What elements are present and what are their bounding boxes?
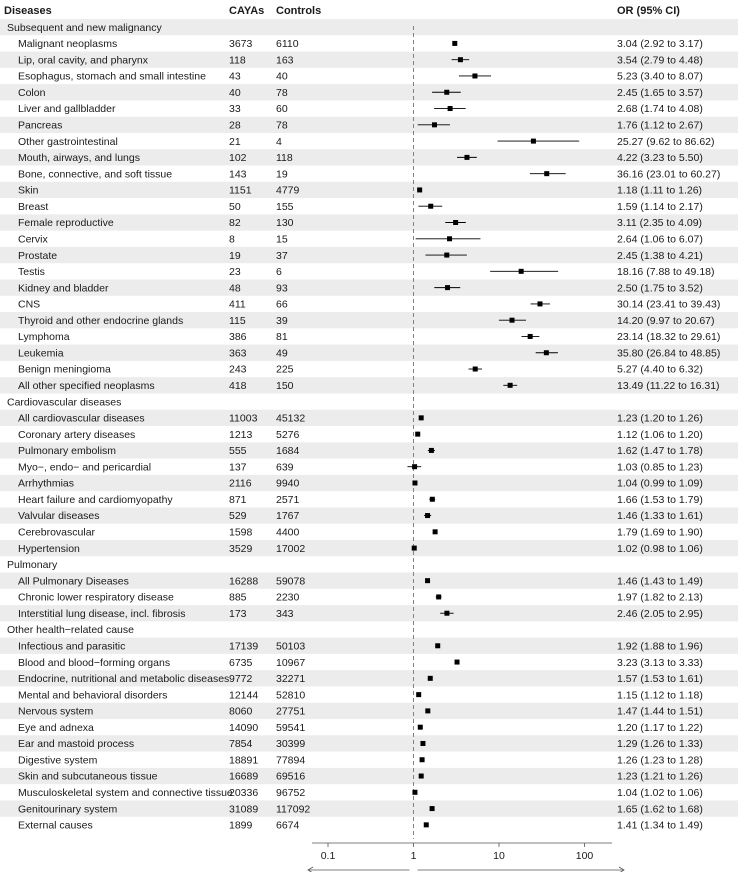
disease-label: Interstitial lung disease, incl. fibrosis <box>18 607 186 620</box>
disease-label: Malignant neoplasms <box>18 38 118 51</box>
table-row <box>18 266 715 278</box>
cayas-count: 1213 <box>229 428 253 441</box>
group-label: Other health−related cause <box>7 624 134 637</box>
x-tick-label: 1 <box>410 850 417 862</box>
or-point <box>425 578 430 583</box>
disease-label: Prostate <box>18 249 58 262</box>
table-row <box>18 820 703 832</box>
or-point <box>412 464 417 469</box>
or-ci-label: 1.65 (1.62 to 1.68) <box>617 803 703 816</box>
table-row <box>18 136 715 148</box>
disease-label: Bone, connective, and soft tissue <box>18 168 173 181</box>
or-point <box>424 822 429 827</box>
controls-count: 69516 <box>276 770 306 783</box>
disease-label: Female reproductive <box>18 217 114 230</box>
disease-label: All Pulmonary Diseases <box>18 575 129 588</box>
or-point <box>420 757 425 762</box>
or-point <box>412 790 417 795</box>
or-point <box>448 106 453 111</box>
controls-count: 4 <box>276 135 282 148</box>
or-point <box>436 594 441 599</box>
or-point <box>444 90 449 95</box>
group-header-row <box>7 22 162 34</box>
or-ci-label: 18.16 (7.88 to 49.18) <box>617 266 715 279</box>
cayas-count: 118 <box>229 54 246 67</box>
cayas-count: 529 <box>229 510 247 523</box>
controls-count: 96752 <box>276 787 306 799</box>
table-row <box>18 527 703 539</box>
or-point <box>472 73 477 78</box>
x-tick-label: 10 <box>493 850 505 862</box>
disease-label: Lymphoma <box>18 331 70 344</box>
disease-label: Cerebrovascular <box>18 526 96 539</box>
cayas-count: 363 <box>229 347 247 360</box>
disease-label: Mental and behavioral disorders <box>18 689 168 702</box>
or-point <box>452 41 457 46</box>
or-point <box>544 171 549 176</box>
disease-label: Mouth, airways, and lungs <box>18 152 140 165</box>
disease-label: Benign meningioma <box>18 363 111 376</box>
disease-label: Genitourinary system <box>18 803 118 816</box>
or-point <box>419 774 424 779</box>
or-ci-label: 23.14 (18.32 to 29.61) <box>617 331 721 344</box>
controls-count: 49 <box>276 347 288 360</box>
or-point <box>445 285 450 290</box>
cayas-count: 115 <box>229 314 246 327</box>
cayas-count: 28 <box>229 119 241 132</box>
table-row <box>18 233 703 245</box>
disease-label: Eye and adnexa <box>18 721 94 734</box>
controls-count: 6 <box>276 266 282 279</box>
header-diseases: Diseases <box>4 5 52 17</box>
controls-count: 59078 <box>276 575 306 588</box>
table-row <box>18 38 703 50</box>
controls-count: 10967 <box>276 656 306 669</box>
or-ci-label: 1.20 (1.17 to 1.22) <box>617 721 703 734</box>
disease-label: Lip, oral cavity, and pharynx <box>18 54 148 67</box>
table-row <box>18 201 703 213</box>
cayas-count: 173 <box>229 607 247 620</box>
controls-count: 1684 <box>276 445 300 458</box>
cayas-count: 48 <box>229 282 241 295</box>
cayas-count: 19 <box>229 249 241 262</box>
cayas-count: 386 <box>229 331 247 344</box>
cayas-count: 17139 <box>229 640 259 653</box>
or-point <box>447 236 452 241</box>
or-ci-label: 1.41 (1.34 to 1.49) <box>617 819 703 832</box>
or-point <box>428 204 433 209</box>
disease-label: Blood and blood−forming organs <box>18 656 171 669</box>
cayas-count: 1899 <box>229 819 253 832</box>
or-ci-label: 35.80 (26.84 to 48.85) <box>617 347 721 360</box>
disease-label: Infectious and parasitic <box>18 640 126 653</box>
disease-label: Ear and mastoid process <box>18 738 135 751</box>
disease-label: Pancreas <box>18 119 63 132</box>
cayas-count: 14090 <box>229 721 259 734</box>
controls-count: 2230 <box>276 591 300 604</box>
table-row <box>18 71 703 83</box>
controls-count: 66 <box>276 298 288 311</box>
or-point <box>412 546 417 551</box>
controls-count: 60 <box>276 103 288 116</box>
controls-count: 32271 <box>276 673 306 686</box>
or-point <box>537 301 542 306</box>
or-ci-label: 4.22 (3.23 to 5.50) <box>617 152 703 165</box>
header-controls: Controls <box>276 5 322 17</box>
table-row <box>18 592 703 604</box>
or-point <box>544 350 549 355</box>
table-row <box>18 299 720 311</box>
controls-count: 117092 <box>276 803 311 816</box>
controls-count: 150 <box>276 380 294 392</box>
cayas-count: 137 <box>229 461 247 474</box>
disease-label: Endocrine, nutritional and metabolic diseases <box>18 673 230 686</box>
cayas-count: 143 <box>229 168 247 181</box>
controls-count: 45132 <box>276 412 306 425</box>
x-axis <box>304 843 624 872</box>
cayas-count: 20336 <box>229 787 259 799</box>
or-point <box>455 660 460 665</box>
controls-count: 27751 <box>276 705 306 718</box>
table-row <box>18 331 720 343</box>
cayas-count: 12144 <box>229 689 259 702</box>
cayas-count: 411 <box>229 298 246 311</box>
cayas-count: 16288 <box>229 575 259 588</box>
controls-count: 39 <box>276 314 288 327</box>
or-point <box>519 269 524 274</box>
or-ci-label: 1.23 (1.20 to 1.26) <box>617 412 703 425</box>
disease-label: Leukemia <box>18 347 64 360</box>
disease-label: Chronic lower respiratory disease <box>18 591 174 604</box>
cayas-count: 31089 <box>229 803 259 816</box>
table-row <box>18 103 703 115</box>
or-point <box>444 611 449 616</box>
or-ci-label: 1.62 (1.47 to 1.78) <box>617 445 703 458</box>
controls-count: 81 <box>276 331 288 344</box>
table-row <box>18 657 703 669</box>
or-ci-label: 2.50 (1.75 to 3.52) <box>617 282 703 295</box>
or-ci-label: 30.14 (23.41 to 39.43) <box>617 298 721 311</box>
group-header-row <box>7 559 58 571</box>
header-or: OR (95% CI) <box>617 5 680 17</box>
cayas-count: 1598 <box>229 526 253 539</box>
cayas-count: 871 <box>229 493 247 506</box>
or-ci-label: 2.64 (1.06 to 6.07) <box>617 233 703 246</box>
table-row <box>18 429 703 441</box>
cayas-count: 82 <box>229 217 241 230</box>
cayas-count: 885 <box>229 591 247 604</box>
or-point <box>429 448 434 453</box>
controls-count: 93 <box>276 282 288 295</box>
group-label: Cardiovascular diseases <box>7 396 122 409</box>
or-ci-label: 1.29 (1.26 to 1.33) <box>617 738 703 751</box>
group-header-row <box>7 624 134 636</box>
or-point <box>419 415 424 420</box>
disease-label: Digestive system <box>18 754 98 767</box>
controls-count: 2571 <box>276 493 300 506</box>
cayas-count: 3529 <box>229 542 253 555</box>
cayas-count: 1151 <box>229 184 252 197</box>
cayas-count: 21 <box>229 135 241 148</box>
disease-label: Pulmonary embolism <box>18 445 117 458</box>
or-ci-label: 1.04 (1.02 to 1.06) <box>617 787 703 799</box>
cayas-count: 8 <box>229 233 235 246</box>
or-ci-label: 3.23 (3.13 to 3.33) <box>617 656 703 669</box>
or-ci-label: 2.45 (1.38 to 4.21) <box>617 249 703 262</box>
cayas-count: 6735 <box>229 656 253 669</box>
controls-count: 37 <box>276 249 288 262</box>
disease-label: Skin <box>18 184 39 197</box>
cayas-count: 3673 <box>229 38 253 51</box>
or-ci-label: 2.68 (1.74 to 4.08) <box>617 103 703 116</box>
or-point <box>415 432 420 437</box>
or-point <box>528 334 533 339</box>
or-point <box>417 187 422 192</box>
cayas-count: 2116 <box>229 477 252 490</box>
or-ci-label: 1.97 (1.82 to 2.13) <box>617 591 703 604</box>
or-ci-label: 3.04 (2.92 to 3.17) <box>617 38 703 51</box>
or-point <box>425 513 430 518</box>
disease-label: Valvular diseases <box>18 510 100 523</box>
controls-count: 343 <box>276 607 294 620</box>
or-ci-label: 5.23 (3.40 to 8.07) <box>617 70 703 83</box>
or-ci-label: 3.11 (2.35 to 4.09) <box>617 217 703 230</box>
or-point <box>531 139 536 144</box>
disease-label: Colon <box>18 86 46 99</box>
disease-label: Coronary artery diseases <box>18 428 136 441</box>
or-point <box>473 367 478 372</box>
controls-count: 6110 <box>276 38 299 51</box>
cayas-count: 418 <box>229 380 247 392</box>
arrow-right-head-icon <box>619 867 624 872</box>
or-ci-label: 1.47 (1.44 to 1.51) <box>617 705 703 718</box>
controls-count: 50103 <box>276 640 306 653</box>
controls-count: 78 <box>276 119 288 132</box>
or-ci-label: 1.26 (1.23 to 1.28) <box>617 754 703 767</box>
disease-label: External causes <box>18 819 93 832</box>
or-point <box>430 497 435 502</box>
cayas-count: 7854 <box>229 738 253 751</box>
cayas-count: 40 <box>229 86 241 99</box>
controls-count: 163 <box>276 54 294 67</box>
controls-count: 130 <box>276 217 294 230</box>
disease-label: All cardiovascular diseases <box>18 412 145 425</box>
disease-label: Nervous system <box>18 705 94 718</box>
or-ci-label: 1.46 (1.33 to 1.61) <box>617 510 703 523</box>
controls-count: 59541 <box>276 721 306 734</box>
cayas-count: 8060 <box>229 705 253 718</box>
disease-label: Testis <box>18 266 45 279</box>
controls-count: 639 <box>276 461 294 474</box>
or-ci-label: 1.15 (1.12 to 1.18) <box>617 689 703 702</box>
disease-label: Cervix <box>18 233 48 246</box>
controls-count: 4400 <box>276 526 300 539</box>
or-ci-label: 1.03 (0.85 to 1.23) <box>617 461 703 474</box>
or-point <box>425 708 430 713</box>
disease-label: CNS <box>18 298 41 311</box>
controls-count: 4779 <box>276 184 300 197</box>
or-point <box>508 383 513 388</box>
controls-count: 19 <box>276 168 288 181</box>
or-point <box>428 676 433 681</box>
or-ci-label: 3.54 (2.79 to 4.48) <box>617 54 703 67</box>
table-row <box>18 168 720 180</box>
or-ci-label: 25.27 (9.62 to 86.62) <box>617 135 715 148</box>
or-point <box>416 692 421 697</box>
or-point <box>444 253 449 258</box>
header-cayas: CAYAs <box>229 5 265 17</box>
or-point <box>420 741 425 746</box>
cayas-count: 23 <box>229 266 241 279</box>
x-tick-label: 0.1 <box>320 850 336 862</box>
or-point <box>458 57 463 62</box>
cayas-count: 18891 <box>229 754 259 767</box>
or-point <box>464 155 469 160</box>
or-ci-label: 1.23 (1.21 to 1.26) <box>617 770 703 783</box>
or-point <box>510 318 515 323</box>
or-ci-label: 1.76 (1.12 to 2.67) <box>617 119 703 132</box>
cayas-count: 50 <box>229 200 241 213</box>
table-row <box>18 364 703 376</box>
disease-label: Thyroid and other endocrine glands <box>18 314 184 327</box>
or-ci-label: 1.46 (1.43 to 1.49) <box>617 575 703 588</box>
controls-count: 225 <box>276 363 294 376</box>
cayas-count: 102 <box>229 152 247 165</box>
column-headers <box>4 5 680 17</box>
table-row <box>18 722 703 734</box>
disease-label: Esophagus, stomach and small intestine <box>18 70 206 83</box>
cayas-count: 243 <box>229 363 247 376</box>
controls-count: 77894 <box>276 754 306 767</box>
or-ci-label: 1.59 (1.14 to 2.17) <box>617 200 703 213</box>
cayas-count: 43 <box>229 70 241 83</box>
or-ci-label: 14.20 (9.97 to 20.67) <box>617 314 715 327</box>
controls-count: 30399 <box>276 738 306 751</box>
controls-count: 15 <box>276 233 288 246</box>
or-point <box>453 220 458 225</box>
controls-count: 5276 <box>276 428 300 441</box>
disease-label: Arrhythmias <box>18 477 75 490</box>
table-row <box>18 689 703 701</box>
table-row <box>18 754 703 766</box>
cayas-count: 16689 <box>229 770 259 783</box>
or-ci-label: 1.66 (1.53 to 1.79) <box>617 493 703 506</box>
or-point <box>412 480 417 485</box>
group-label: Subsequent and new malignancy <box>7 21 162 34</box>
controls-count: 155 <box>276 200 294 213</box>
or-ci-label: 1.57 (1.53 to 1.61) <box>617 673 703 686</box>
or-point <box>433 529 438 534</box>
or-point <box>432 122 437 127</box>
disease-label: Breast <box>18 200 49 213</box>
controls-count: 9940 <box>276 477 300 490</box>
disease-label: Kidney and bladder <box>18 282 109 295</box>
disease-label: Skin and subcutaneous tissue <box>18 770 158 783</box>
or-ci-label: 1.79 (1.69 to 1.90) <box>617 526 703 539</box>
or-ci-label: 1.04 (0.99 to 1.09) <box>617 477 703 490</box>
or-ci-label: 2.46 (2.05 to 2.95) <box>617 607 703 620</box>
cayas-count: 11003 <box>229 412 258 425</box>
cayas-count: 9772 <box>229 673 253 686</box>
group-label: Pulmonary <box>7 559 58 572</box>
or-point <box>430 806 435 811</box>
controls-count: 6674 <box>276 819 300 832</box>
or-point <box>435 643 440 648</box>
cayas-count: 555 <box>229 445 247 458</box>
controls-count: 78 <box>276 86 288 99</box>
x-tick-label: 100 <box>575 850 594 862</box>
disease-label: Liver and gallbladder <box>18 103 116 116</box>
or-ci-label: 1.02 (0.98 to 1.06) <box>617 542 703 555</box>
or-ci-label: 13.49 (11.22 to 16.31) <box>617 380 720 392</box>
controls-count: 1767 <box>276 510 300 523</box>
table-row <box>18 787 703 799</box>
disease-label: Myo−, endo− and pericardial <box>18 461 152 474</box>
controls-count: 40 <box>276 70 288 83</box>
controls-count: 52810 <box>276 689 306 702</box>
or-ci-label: 1.12 (1.06 to 1.20) <box>617 428 703 441</box>
disease-label: Musculoskeletal system and connective tissue <box>18 787 233 799</box>
or-ci-label: 36.16 (23.01 to 60.27) <box>617 168 721 181</box>
cayas-count: 33 <box>229 103 241 116</box>
or-ci-label: 5.27 (4.40 to 6.32) <box>617 363 703 376</box>
group-header-row <box>7 396 121 408</box>
disease-label: All other specified neoplasms <box>18 380 155 392</box>
disease-label: Other gastrointestinal <box>18 135 118 148</box>
or-ci-label: 1.18 (1.11 to 1.26) <box>617 184 703 197</box>
disease-label: Heart failure and cardiomyopathy <box>18 493 173 506</box>
disease-label: Hypertension <box>18 542 80 555</box>
or-ci-label: 2.45 (1.65 to 3.57) <box>617 86 703 99</box>
table-row <box>18 461 703 473</box>
table-row <box>18 494 703 506</box>
controls-count: 118 <box>276 152 293 165</box>
controls-count: 17002 <box>276 542 306 555</box>
or-ci-label: 1.92 (1.88 to 1.96) <box>617 640 703 653</box>
or-point <box>418 725 423 730</box>
